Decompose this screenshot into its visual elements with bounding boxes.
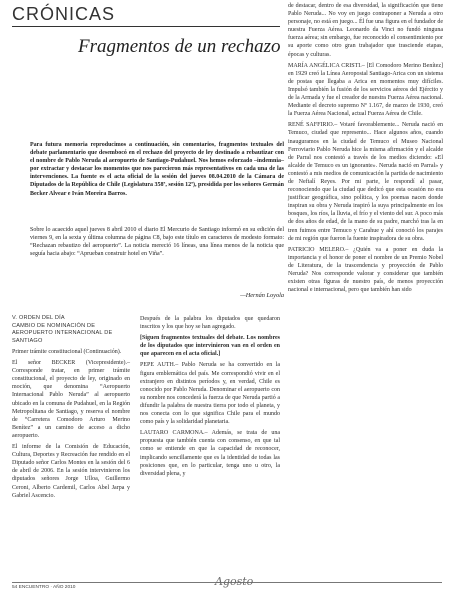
paragraph: Después de la palabra los diputados que quedaron inscritos y los que hoy se han agregado. (140, 316, 280, 331)
article-title: Fragmentos de un rechazo (78, 36, 281, 57)
intro-lead: Para futura memoria reproducimos a continuación, sin comentarios, fragmentos textuales del debate parlamentario que desembocó en el rechazo del proyecto de ley destinado a rebautizar con el nombre de Pablo Neruda al aeropuerto de Santiago-Pudahuel. Nos hemos esforzado –indemnia– por extractar y destacar los momentos que nos parecieron más representativos en cada una de las intervenciones. La fuente es el acta oficial de la sesión del jueves 08.04.2010 de la Cámara de Diputados de la República de Chile (Legislatura 358ª, sesión 12ª), presidida por los señores Germán Becker Alvear e Iván Moreira Barros. (30, 142, 284, 197)
middle-column (140, 315, 280, 478)
editorial-note: [Siguen fragmentos textuales del debate. Los nombres de los diputados que intervinieron van en el orden en que aparecen en el acta oficial.] (140, 335, 280, 358)
agenda-heading: V. ORDEN DEL DÍA CAMBIO DE NOMINACIÓN DE AEROPUERTO INTERNACIONAL DE SANTIAGO (12, 315, 113, 344)
paragraph: de destacar, dentro de esa diversidad, la significación que tiene Pablo Neruda... No voy en juego contraponer a Neruda a otro personaje, no está en juego... Él fue una figura en el fundador de nuestra Fuerza Aérea. Leonardo da Vinci no fundó ninguna fuerza aérea; sin embargo, fue reconocido el consentimiento por su aporte como otro gran trabajador que trasciende etapas, épocas y culturas. (288, 3, 443, 58)
paragraph: Primer trámite constitucional (Continuación). (12, 349, 122, 355)
paragraph: PATRICIO MELERO.– ¿Quién va a poner en duda la importancia y el honor de poner el nombre de un Premio Nobel de Literatura, de la trascendencia y proyección de Pablo Neruda? Nos corresponde valorar y considerar que también existen otras figuras de nuestro país, de menos proyección nacional e internacional, pero que también han sido (288, 246, 443, 294)
handwritten-signature: Agosto (215, 575, 254, 588)
intro-body: Sobre lo acaecido aquel jueves 8 abril 2010 el diario El Mercurio de Santiago informó en su edición del viernes 9, en la sexta y última columna de página C8, bajo este título en caracteres de modesto formato: “Rechazan rebautizo del aeropuerto”. La noticia mereció 16 líneas, una línea menos de la noticia que seguía hacia abajo: “Aprueban construir hotel en Viña”. (30, 227, 284, 258)
paragraph: PEPE AUTH.– Pablo Neruda se ha convertido en la figura emblemática del país. Me correspondió vivir en el extranjero en distintos períodos y, en verdad, Chile es conocido por Pablo Neruda. Denominar el aeropuerto con su nombre nos concederá la fuerza de que Neruda partió a difundir la palabra de nuestra tierra por todo el planeta, y nos conecta con lo que significa Chile para el mundo como país y la solidaridad planetaria. (140, 362, 280, 426)
paragraph: El señor BECKER (Vicepresidente).– Corresponde tratar, en primer trámite constitucional, el proyecto de ley, originado en moción, que denomina “Aeropuerto Internacional Pablo Neruda” al aeropuerto ubicado en la comuna de Pudahuel, en la Región Metropolitana de Santiago, y reserva el nombre de “Carretera Comodoro Arturo Merino Benítez” a un camino de acceso a dicho aeropuerto. (12, 360, 130, 439)
paragraph: LAUTARO CARMONA.– Además, se trata de una propuesta que también cuenta con consenso, en que tal como se entiende en que la capacidad de reconocer, implicando sencillamente que es la identidad de todas las posiciones que, en lo particular, tenga uno u otro, la diversidad plena, y (140, 430, 280, 477)
author-signoff: —Hernán Loyola (240, 292, 284, 299)
right-column (288, 2, 443, 294)
left-column (12, 315, 130, 500)
page-footer: 54 ENCUENTRO · AÑO 2010 (12, 585, 76, 590)
paragraph: MARÍA ANGÉLICA CRISTI.– [El Comodoro Merino Benítez] en 1929 creó la Línea Aeropostal Santiago-Arica con un sistema de postas que llegaba a Arica en momentos muy difíciles. Impulsó también la fusión de los servicios aéreos del Ejército y de la Armada y fue el creador de nuestra Fuerza Aérea nacional. Mediante el decreto supremo Nº 1.167, de marzo de 1930, creó la Fuerza Aérea Nacional, actual Fuerza Aérea de Chile. (288, 62, 443, 118)
section-label: CRÓNICAS (12, 4, 116, 24)
section-divider (12, 26, 280, 27)
paragraph: RENÉ SAFFIRIO.– Votaré favorablemente... Neruda nació en Temuco, ciudad que represento... Hace algunos años, cuando inauguramos en la ciudad de Temuco el Museo Nacional Ferroviario Pablo Neruda hice la misma afirmación y el alcalde de Parral nos contestó a través de los medios diciendo: «El alcalde de Temuco es un ignorante». Neruda nació en Parral» y contestó a mis medios de comunicación la partida de nacimiento de Neftalí Reyes. Por mi parte, le respondí al pasar, reconociendo que la ciudad que dedicó que esta ocasión no era justificar geográfica, sino política, y los poemas nacen donde inspiran su obra y Neruda inspiró la suya principalmente en los bosques, los ríos, la lluvia, el frío y el viento del sur. A poco más de dos años de edad, de la mano de su padre, marchó tras la en tren fuimos entre Temuco y Carahue y ahí conoció los parajes de mi región que fueron la fuente inspiradora de su obra. (288, 122, 443, 242)
paragraph: El informe de la Comisión de Educación, Cultura, Deportes y Recreación fue rendido en el Diputado señor Carlos Montes en la sesión del 6 de abril de 2006. En la sesión intervinieron los diputados señores Jorge Ulloa, Guillermo Ceroni, Alberto Cardemil, Carlos Abel Jarpa y Gabriel Ascencio. (12, 444, 130, 499)
